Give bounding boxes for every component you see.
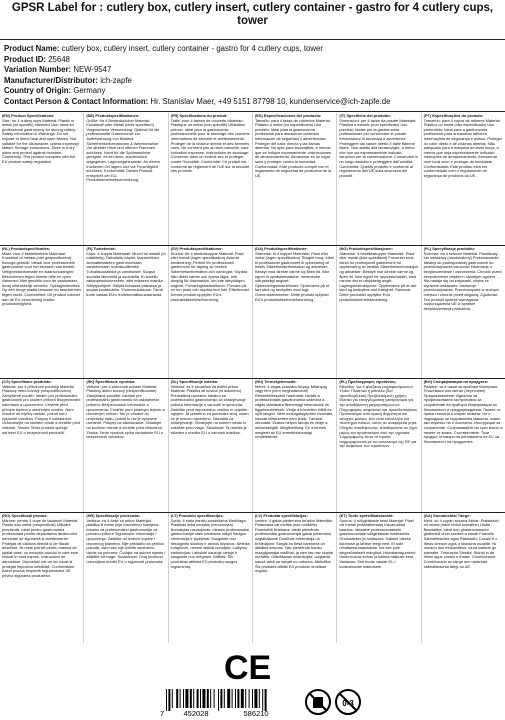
barcode-bar <box>262 689 263 711</box>
spec-heading: (FR) Spécifications du produit: <box>170 113 228 118</box>
language-band <box>0 379 505 513</box>
spec-heading: (NL) Productspecificaties: <box>2 246 51 251</box>
spec-text: Veličina: za 4 čaše za pribor Materijal: plastika ili metal (nije navedeno) Namjena: Idealno za profesionalnu gastronomiju za pohranu pribora Sigurnosne informacije i upozorenja: Zaštitite od izravne topline i otvorenog plamena. Nije prikladno za perilicu posuđa, osim ako nije izričito navedeno. Upute za pohranu: Čuvajte na suhom mjestu i zaštitite od vlage. Sukladnost: Ovaj proizvod udovoljava uredbi EU o sigurnosti proizvoda. <box>86 517 166 564</box>
barcode-bar <box>237 689 239 708</box>
spec-heading: (EN) Product Specifications: <box>2 113 55 118</box>
barcode-bar <box>259 689 260 708</box>
barcode-bar <box>190 689 192 708</box>
spec-text: Taille: pour 4 tasses de couverts Matériau: Plastique ou métal (non spécifié) Utilisation prévue: Idéal pour la gastronomie professionnelle pour le stockage des couverts Informations de sécurité et avertissements: Protéger de la chaleur directe et des flammes nues. Ne convient pas au lave-vaisselle, sauf indication expresse. Instructions de stockage: Conserver dans un endroit sec et protéger contre l'humidité. Conformité: Ce produit est conforme au règlement de l'UE sur la sécurité des produits. <box>170 117 250 174</box>
spec-heading: (SK) Špecifikácie výrobku: <box>86 379 136 384</box>
compliance-marks <box>0 645 505 720</box>
spec-text: Storlek: för 4 bestickkoppar Material: Plast eller metall (ingen specifikation) Avsedd användning: Perfekt för professionell gastronomi för lagring av bestick Säkerhetsinformation och varningar: Skydda från direkt värme och öppna lågor. Inte lämplig för diskmaskin, om inte uttryckligen angivet. Förvaringsinstruktioner: Förvara på en torr plats och skydda mot fukt. Efterlevnad: Denna produkt uppfyller EU:s produktsäkerhetsförordning. <box>170 250 250 302</box>
spec-heading: (PL) Specyfikacje produktu: <box>423 246 476 251</box>
spec-cell-sv <box>169 246 253 378</box>
barcode-prefix: 7 <box>160 709 165 718</box>
info-divider <box>0 111 505 112</box>
info-row-product-id <box>4 55 501 66</box>
language-grid <box>0 113 505 643</box>
spec-text: Maat: voor 4 bestekbekers Materiaal: Kunststof of metaal (niet gespecificeerd) Beoogd gebruik: Ideaal voor professionele gastronomie voor het bewaren van bestek Veiligheidsinformatie en waarschuwingen: Beschermen tegen directe hitte en open vlammen. Niet geschikt voor de vaatwasser, tenzij uitdrukkelijk vermeld. Opslaginstructies: Op een droge plaats bewaren en beschermen tegen vocht. Conformiteit: Dit product voldoet aan de EU-verordening inzake productveiligheid. <box>2 250 82 307</box>
spec-text: Veľkosť: pre 4 príborové poháre Materiál: Plastový alebo kovový (nešpecifikované) Zamýšľané použitie: Ideálne pre profesionálnu gastronómiu na uskladnenie príborov Bezpečnostné informácie a upozornenia: Chráňte pred priamym teplom a otvoreným ohňom. Nie je vhodné do umývačky riadu, pokiaľ to nie je výslovne uvedené. Pokyny na skladovanie: Skladujte na suchom mieste a chráňte pred vlhkosťou. Zhoda: Tento výrobok spĺňa nariadenie EÚ o bezpečnosti výrobkov. <box>86 383 165 440</box>
barcode-bar <box>249 689 250 708</box>
spec-cell-sl <box>169 379 253 512</box>
spec-heading: (ET) Toote spetsifikatsioonid: <box>339 513 394 518</box>
info-value: Germany <box>73 86 106 95</box>
info-row-variation <box>4 65 501 76</box>
spec-text: Μέγεθος: για 4 φλιτζάνια μαχαιροπίρουνων Υλικό: Πλαστικό ή μέταλλο (δεν προσδιορίζεται) Προβλεπόμενη χρήση: Ιδανικό για επαγγελματική γαστρονομία για την αποθήκευση μαχαιροπίρουνων Πληροφορίες ασφαλείας και προειδοποιήσεις: Προστατέψτε από άμεση θερμότητα και ανοιχτές φλόγες. Δεν είναι κατάλληλο για πλυντήριο πιάτων, εκτός αν αναφέρεται ρητά. Οδηγίες αποθήκευσης: Αποθηκεύστε σε ξηρό μέρος και προστατέψτε από την υγρασία. Συμμόρφωση: Αυτό το προϊόν συμμορφώνεται με τον κανονισμό της ΕΕ για την ασφάλεια των προϊόντων. <box>339 383 419 449</box>
language-band <box>0 513 505 643</box>
barcode-bar <box>218 689 219 711</box>
barcode-bar <box>202 689 205 708</box>
spec-heading: (SL) Specifikacije izdelka: <box>170 379 219 384</box>
spec-text: Dimensioni: per 4 tazze da posate Materiale: Plastica o metallo (non specificato) Uso previsto: Ideale per la gastronomia professionale per conservare le posate Informazioni di sicurezza e avvertenze: Proteggere dal calore diretto e dalle fiamme libere. Non adatto alla lavastoviglie, a meno che non sia espressamente indicato. Istruzioni per la conservazione: Conservare in un luogo asciutto e proteggere dall'umidità. Conformità: Questo prodotto è conforme al regolamento dell'UE sulla sicurezza dei prodotti. <box>339 117 419 178</box>
barcode-bar <box>193 689 194 708</box>
spec-text: Størrelse: 4 bestikkskopper Materiale: Plast eller metall (ikke spesifisert) Forventet bruk: Ideell for profesjonell gastronomi for oppbevaring av bestikk Sikkerhetsinformasjon og advarsler: Beskytt mot direkte varme og åpen ild. Ikke egnet for oppvaskmaskin, med mindre det er uttrykkelig angitt. Lagringsinstruksjoner: Oppbevares på et tørt sted og beskyttes mot fuktighet. Samsvar: Dette produktet oppfyller EUs produktsikkerhetsforordning. <box>339 250 419 302</box>
barcode-bar <box>235 689 236 708</box>
barcode-bar <box>200 689 201 708</box>
spec-cell-hu <box>253 379 337 512</box>
barcode-bar <box>176 689 178 708</box>
info-label: Contact Person & Contact Information: <box>4 96 149 106</box>
spec-heading: (HR) Specifikacije proizvoda: <box>86 513 140 518</box>
barcode-bar <box>245 689 246 708</box>
barcode-bar <box>168 689 170 711</box>
info-label: Country of Origin: <box>4 86 72 95</box>
spec-cell-da <box>253 246 337 378</box>
spec-cell-lt <box>169 513 253 643</box>
barcode-right-digits: 586210 <box>243 709 269 718</box>
spec-heading: (HU) Termékjellemzők: <box>254 379 297 384</box>
barcode-bar <box>220 689 222 708</box>
spec-heading: (NO) Produktspesifikasjoner: <box>339 246 394 251</box>
language-band <box>0 113 505 246</box>
info-label: Variation Number: <box>4 65 72 74</box>
spec-heading: (EL) Προδιαγραφές προϊόντος: <box>339 379 397 384</box>
spec-heading: (ES) Especificaciones del producto: <box>254 113 322 118</box>
spec-text: Størrelse: til 4 kopper Materiale: Plast eller metal (ingen specifikation) Tilsigtet brug: Ideel til professionel gastronomi til opbevaring af bestik Sikkerhedsinformation og advarsler: Beskyt mod direkte varme og åben ild. Ikke egnet til opvaskemaskine, medmindre udtrykkeligt angivet. Opbevaringsinstruktioner: Opbevares på et tørt sted og beskyttes mod fugt. Overensstemmelse: Dette produkt opfylder EU's produktsikkerhedsforordning. <box>254 250 334 302</box>
spec-text: Velikost: pro 4 příborové pohárky Materiál: Plastový nebo kovový (nespecifikováno) Zamýšlené použití: Ideální pro profesionální gastronomii pro uložení příborů Bezpečnostní informace a upozornění: Chraňte před přímým teplem a otevřeným ohněm. Není vhodné do myčky nádobí, pokud není výslovně uvedeno. Pokyny k uskladnění: Uchovávejte na suchém místě a chraňte před vlhkostí. Shoda: Tento produkt splňuje nařízení EU o bezpečnosti produktů. <box>2 383 81 435</box>
spec-heading: (SV) Produktspecifikationer: <box>170 246 223 251</box>
barcode-bar <box>185 689 188 708</box>
spec-text: Größe: für 4 Besteckköcher Material: Kunststoff oder Metall (nicht spezifisch) Vorgesehene Verwendung: Optimal für die professionelle Gastronomie zur Aufbewahrung von Besteck Sicherheitsinformationen & Warnhinweise: Vor direkter Hitze und offenen Flammen schützen. Nicht für die Spülmaschine geeignet, es sei denn, ausdrücklich angegeben. Lagerungshinweise: An einem trockenen Ort lagern und vor Feuchtigkeit schützen. Konformität: Dieses Produkt entspricht der EU-Produktsicherheitsverordnung. <box>86 117 160 183</box>
spec-text: Méret: 4 vágás számára Anyag: Műanyag vagy fém (nem meghatározott) Rendeltetésszerű használat: Ideális a professzionális gasztronómia számára a vágás tárolására Biztonsági információk és figyelmeztetések: Védje a közvetlen hőtől és nyílt lángtól. Nem mosogatógépben mosható, hacsak kifejezetten nem jelzik. Tárolási útmutató: Száraz helyen tárolja és védje a nedvességtől. Megfelelőség: Ez a termék megfelel az EU termékbiztonsági rendeletének. <box>254 383 334 440</box>
info-label: Product ID: <box>4 54 47 64</box>
spec-cell-fr <box>169 113 253 245</box>
barcode-bar <box>241 689 244 708</box>
spec-text: Size: for 4 cutlery cups Material: Plastic or metal (no specific) Intended Use: Ideal for professional gastronomy for storing cutlery Safety Information & Warnings: Do not expose to direct heat and open flames. Not suitable for the dishwasher, unless expressly stated. Storage Instructions: Store in a dry place and protect against moisture. Conformity: This product complies with the EU product safety regulation. <box>2 117 79 164</box>
spec-cell-cs <box>0 379 84 512</box>
barcode-bar <box>183 689 184 708</box>
barcode-bar <box>214 689 215 708</box>
spec-cell-et <box>337 513 421 643</box>
barcode-bar <box>252 689 253 708</box>
spec-cell-pl <box>422 246 505 378</box>
barcode-left-digits: 452028 <box>183 709 209 718</box>
spec-cell-en <box>0 113 84 245</box>
age-warning-icon <box>336 690 360 714</box>
spec-cell-hr <box>84 513 168 643</box>
info-value: NEW-9547 <box>73 65 112 74</box>
ce-mark-icon <box>224 649 271 687</box>
spec-cell-ga <box>422 513 505 643</box>
barcode-bar <box>207 689 209 708</box>
spec-text: Dydis: 4 stalo įrankių puodeliams Medžiaga: Plastikas arba metalas (nenurodyta) Numatytas naudojimas: Idealus profesionaliai gastronomijai stalo įrankiams laikyti Saugos informacija ir įspėjimai: Saugokite nuo tiesioginės šilumos ir atviros liepsnos. Netinka indaplovei, nebent aiškiai nurodyta. Laikymo instrukcijos: Laikykite sausoje vietoje ir saugokite nuo drėgmės. Atitiktis: Šis produktas atitinka ES produktų saugos reglamentą. <box>170 517 250 569</box>
spec-heading: (PT) Especificações do produto: <box>423 113 484 118</box>
spec-heading: (LT) Produkto specifikacijos: <box>170 513 224 518</box>
language-band <box>0 246 505 379</box>
spec-text: Izmērs: 4 galda piederumu krūzēm Materiāls: Plastmasa vai metāls (nav norādīts) Paredzētā lietošana: Ideāli piemērots profesionālai gastronomijai galda piederumu uzglabāšanai Drošības informācija un brīdinājumi: Sargāt no tiešā karstuma un atklātas liesmas. Nav piemērots trauku mazgājamajai mašīnai, ja vien tas nav skaidri norādīts. Glabāšanas instrukcijas: Uzglabāt sausā vietā un sargāt no mitruma. Atbilstība: Šis produkts atbilst ES produktu drošības regulai. <box>254 517 334 574</box>
spec-cell-fi <box>84 246 168 378</box>
crossed-bin-icon <box>306 690 330 714</box>
barcode-bar <box>180 689 181 708</box>
spec-text: Velikost: za 4 skodelice za jedilni pribor Material: Plastika ali kovina (ni določeno) Predvidena uporaba: Idealno za profesionalno gastronomijo za shranjevanje pribora Informacije o varnosti in opozorila: Zaščitite pred neposredno vročino in odprtim ognjem. Ni primerno za pomivalni stroj, razen če je izrecno navedeno. Navodila za shranjevanje: Shranjujte na suhem mestu in zaščitite pred vlago. Skladnost: Ta izdelek je skladen z uredbo EU o varnosti izdelkov. <box>170 383 249 435</box>
spec-text: Tamanho: para 4 copos de talheres Material: Plástico ou metal (não especificado) Uso pretendido: Ideal para a gastronomia profissional para armazenar talheres Informações de segurança e avisos: Proteger do calor direto e de chamas abertas. Não adequado para a máquina de lavar louça, a menos que seja expressamente indicado. Instruções de armazenamento: Armazenar num local seco e proteger da humidade. Conformidade: Este produto está em conformidade com o regulamento de segurança de produtos da UE. <box>423 117 503 178</box>
spec-cell-el <box>337 379 421 512</box>
spec-text: Méid: do 4 cupán sceana Ábhar: Plaisteach nó miotal (nach bhfuil sonraithe) Úsáid Beartaithe: Ideal don ghastranómacht ghairmiúil chun sceana a stóráil Faisnéis Sábháilteachta agus Rabhaidh: Cosain é ó theas díreach agus ó lasracha oscailte. Ní oireann don mhiasniteoir, mura luaitear go sainráite. Treoracha Stórála: Stóráil in áit thirim agus cosain ó thaise. Comhlíonadh: Comhlíonann an táirge seo rialachán sábháilteachta táirgí an AE. <box>423 517 499 569</box>
spec-cell-nl <box>0 246 84 378</box>
spec-heading: (RO) Specificații produs: <box>2 513 48 518</box>
barcode-bar <box>210 689 211 708</box>
spec-cell-de <box>84 113 168 245</box>
header-divider <box>0 39 505 40</box>
spec-text: Koko: 4 kuppia Materiaali: Muovi tai metalli (ei määritelty) Tarkoitettu käyttö: Ihanteellinen ammattimaiseen gastronomiaan varastoimaan ruokailuvälineitä Turvallisuustiedot ja varoitukset: Suojaa suoralta lämmöltä ja avotulelta. Ei sovellu astianpesukoneeseen, ellei erikseen mainita. Säilytysohjeet: Säilytä kuivassa paikassa ja suojaa kosteudelta. Yhdenmukaisuus: Tämä tuote vastaa EU:n tuoteturvallisuusasetusta. <box>86 250 166 297</box>
spec-heading: (CS) Specifikace produktu: <box>2 379 52 384</box>
spec-cell-it <box>337 113 421 245</box>
info-label: Manufacturer/Distributor: <box>4 75 99 85</box>
spec-heading: (FI) Tuotetiedot: <box>86 246 116 251</box>
spec-text: Suurus: 4 söögiriistade tassi Materjal: Plast või metall (määratlemata) Kavandatud kasutus: Ideaalne professionaalsele gastronoomiale söögiriistade hoidmiseks Ohutusteave ja hoiatused: Kaitske otsese kuumuse ja lahtise leegi eest. Ei sobi nõudepesumasinasse, kui see pole selgesõnaliselt märgitud. Hoiustamisjuhised: Hoida kuivas kohas ja kaitsta niiskuse eest. Vastavus: See toode vastab EL-i tooteohutuse määrusele. <box>339 517 416 569</box>
info-value: 25648 <box>48 54 70 64</box>
age-warning-text: 0-3 <box>342 699 354 708</box>
spec-text: Rozmiar: na 4 sztućce Materiał: Plastikowy lub metalowy (nieokreślony) Przeznaczenie: Idealny do profesjonalnej gastronomii do przechowywania sztućców Informacje o bezpieczeństwie i ostrzeżenia: Chronić przed bezpośrednim ciepłem i otwartym ogniem. Nie nadaje się do zmywarki, chyba że wyraźnie wskazano. Instrukcje przechowywania: Przechowywać w suchym miejscu i chronić przed wilgocią. Zgodność: Ten produkt spełnia wymagania rozporządzenia UE w sprawie bezpieczeństwa produktów. <box>423 250 502 311</box>
info-value: ich-zapfe <box>100 75 132 85</box>
spec-cell-no <box>337 246 421 378</box>
spec-cell-es <box>253 113 337 245</box>
spec-cell-ro <box>0 513 84 643</box>
spec-heading: (LV) Produkta specifikācijas: <box>254 513 308 518</box>
barcode-bar <box>166 689 167 711</box>
info-row-country <box>4 86 501 97</box>
page-title: GPSR Label for : cutlery box, cutlery insert, cutlery container - gastro for 4 cutlery cups, tower <box>11 2 494 27</box>
barcode-bar <box>265 689 267 711</box>
barcode-bar <box>224 689 225 708</box>
spec-cell-pt <box>422 113 505 245</box>
spec-text: Размер: за 4 чаши за прибори Материал: Пластмаса или метал (неуточнен) Предназначение: Идеално за професионална гастрономия за съхранение на прибори Информация за безопасност и предупреждения: Пазете от пряка топлина и открит пламък. Не е подходящо за съдомиялна машина, освен ако изрично не е посочено. Инструкции за съхранение: Съхранявайте на сухо място и пазете от влага. Съответствие: Този продукт отговаря на регламента на ЕС за безопасност на продуктите. <box>423 383 503 444</box>
spec-heading: (DA) Produktspecifikationer: <box>254 246 308 251</box>
info-row-manufacturer <box>4 76 501 87</box>
barcode-bar <box>232 689 233 708</box>
barcode-bar <box>172 689 173 708</box>
spec-heading: (IT) Specifiche del prodotto: <box>339 113 391 118</box>
spec-heading: (DE) Produktspezifikationen: <box>86 113 140 118</box>
spec-text: Tamaño: para 4 tazas de cubiertos Material: Plástico o metal (no especificado) Uso previsto: Ideal para la gastronomía profesional para almacenar cubiertos Información de seguridad y advertencias: Proteger del calor directo y las llamas abiertas. No apto para lavavajillas, a menos que se indique expresamente. Instrucciones de almacenamiento: Almacenar en un lugar seco y proteger contra la humedad. Conformidad: Este producto cumple con el reglamento de seguridad de productos de la UE. <box>254 117 332 178</box>
spec-heading: (GA) Sonraíochtaí Táirge: <box>423 513 471 518</box>
info-row-product-name <box>4 44 501 55</box>
barcode-bar <box>254 689 257 708</box>
spec-cell-lv <box>253 513 337 643</box>
barcode <box>166 689 267 711</box>
product-info <box>4 44 501 107</box>
spec-cell-sk <box>84 379 168 512</box>
barcode-bar <box>197 689 199 708</box>
info-value: cutlery box, cutlery insert, cutlery container - gastro for 4 cutlery cups, tower <box>61 44 323 53</box>
info-value: Hr. Stanislav Maer, +49 5151 87798 10, kundenservice@ich-zapfe.de <box>150 96 391 106</box>
spec-heading: (BG) Спецификации на продукта: <box>423 379 489 384</box>
ce-mark-text: CE <box>224 649 272 687</box>
info-label: Product Name: <box>4 44 60 53</box>
barcode-bar <box>227 689 230 708</box>
spec-cell-bg <box>422 379 505 512</box>
spec-text: Mărime: pentru 4 cupe de tacâmuri Material: Plastic sau metal (nespecificat) Utilizare prevăzută: Ideal pentru gastronomia profesională pentru depozitarea tacâmurilor Informații de siguranță și avertismente: Protejați de căldura directă și de flăcări deschise. Nu este potrivit pentru mașina de spălat vase, cu excepția cazului în care este indicat în mod expres. Instrucțiuni de depozitare: Depozitați într-un loc uscat și protejați împotriva umidității. Conformitate: Acest produs respectă regulamentul UE privind siguranța produselor. <box>2 517 79 578</box>
info-row-contact <box>4 97 501 108</box>
